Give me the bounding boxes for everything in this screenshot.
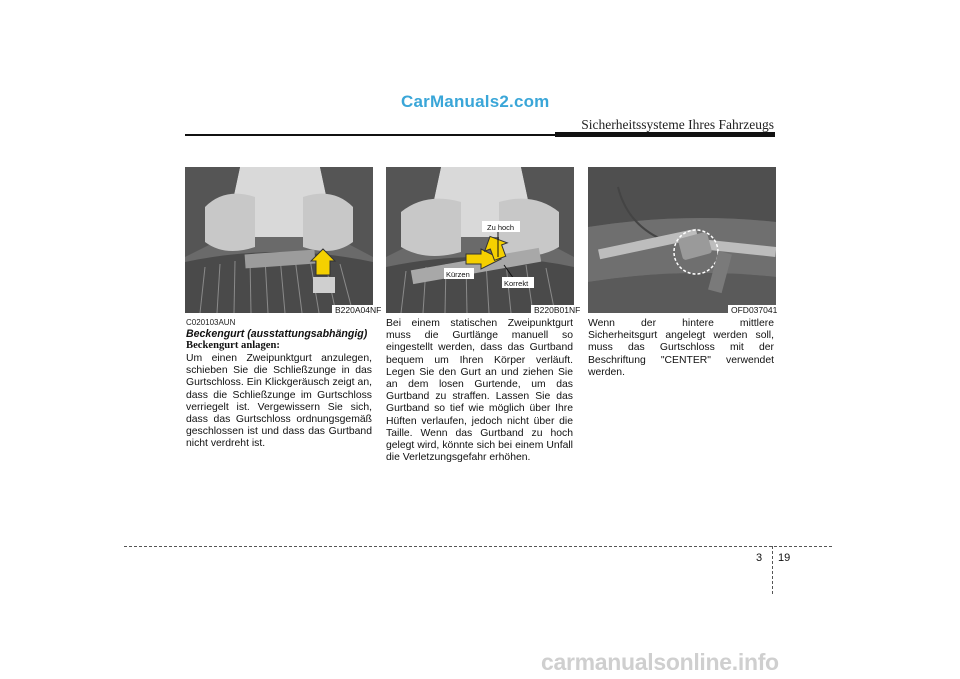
figure-code: B220B01NF: [531, 305, 583, 315]
label-too-high: Zu hoch: [487, 223, 515, 232]
footer-divider: [772, 546, 773, 594]
body-text: Um einen Zweipunktgurt anzulegen, schieben Sie die Schließzunge in das Gurtschloss. Ein Klickgeräusch zeigt an, dass die Schließzunge im Gurtschloss verriegelt ist. Vergewissern Sie sich, dass das Gurtschloss ordnungsgemäß geschlossen ist und dass das Gurtband nicht verdreht ist.: [186, 353, 372, 450]
subheading: Beckengurt anlagen:: [186, 340, 280, 351]
page-number: 19: [778, 552, 791, 564]
watermark-top: CarManuals2.com: [401, 92, 550, 111]
figure-code: B220A04NF: [332, 305, 384, 315]
figure-code: OFD037041: [728, 305, 780, 315]
label-correct: Korrekt: [504, 279, 529, 288]
illustration-belt-adjustment: [386, 167, 574, 313]
section-title: Sicherheitssysteme Ihres Fahrzeugs: [581, 117, 774, 132]
reference-code: C020103AUN: [186, 318, 236, 327]
label-shorten: Kürzen: [446, 270, 470, 279]
figure-belt-adjustment: [386, 167, 574, 313]
illustration-lap-belt-buckling: [185, 167, 373, 313]
illustration-rear-center-belt: [588, 167, 776, 313]
header-rule-accent: [555, 132, 775, 137]
section-subheading: Beckengurt (ausstattungsabhängig): [186, 328, 368, 340]
figure-lap-belt-buckling: [185, 167, 373, 313]
body-text: Wenn der hintere mittlere Sicherheitsgurt angelegt werden soll, muss das Gurtschloss mit der Beschriftung "CENTER" verwendet werden.: [588, 318, 774, 378]
chapter-number: 3: [756, 552, 763, 564]
figure-rear-center-belt: [588, 167, 776, 313]
footer-rule: [124, 546, 832, 547]
watermark-bottom: carmanualsonline.info: [541, 649, 779, 675]
body-text: Bei einem statischen Zweipunktgurt muss die Gurtlänge manuell so eingestellt werden, dass das Gurtband bequem um Ihren Körper verläuft. Legen Sie den Gurt an und ziehen Sie an dem losen Gurtende, um das Gurtband zu straffen. Lassen Sie das Gurtband so tief wie möglich über Ihre Hüften verlaufen, jedoch nicht über die Taille. Wenn das Gurtband zu hoch gelegt wird, könnte sich bei einem Unfall die Verletzungsgefahr erhöhen.: [386, 318, 573, 464]
